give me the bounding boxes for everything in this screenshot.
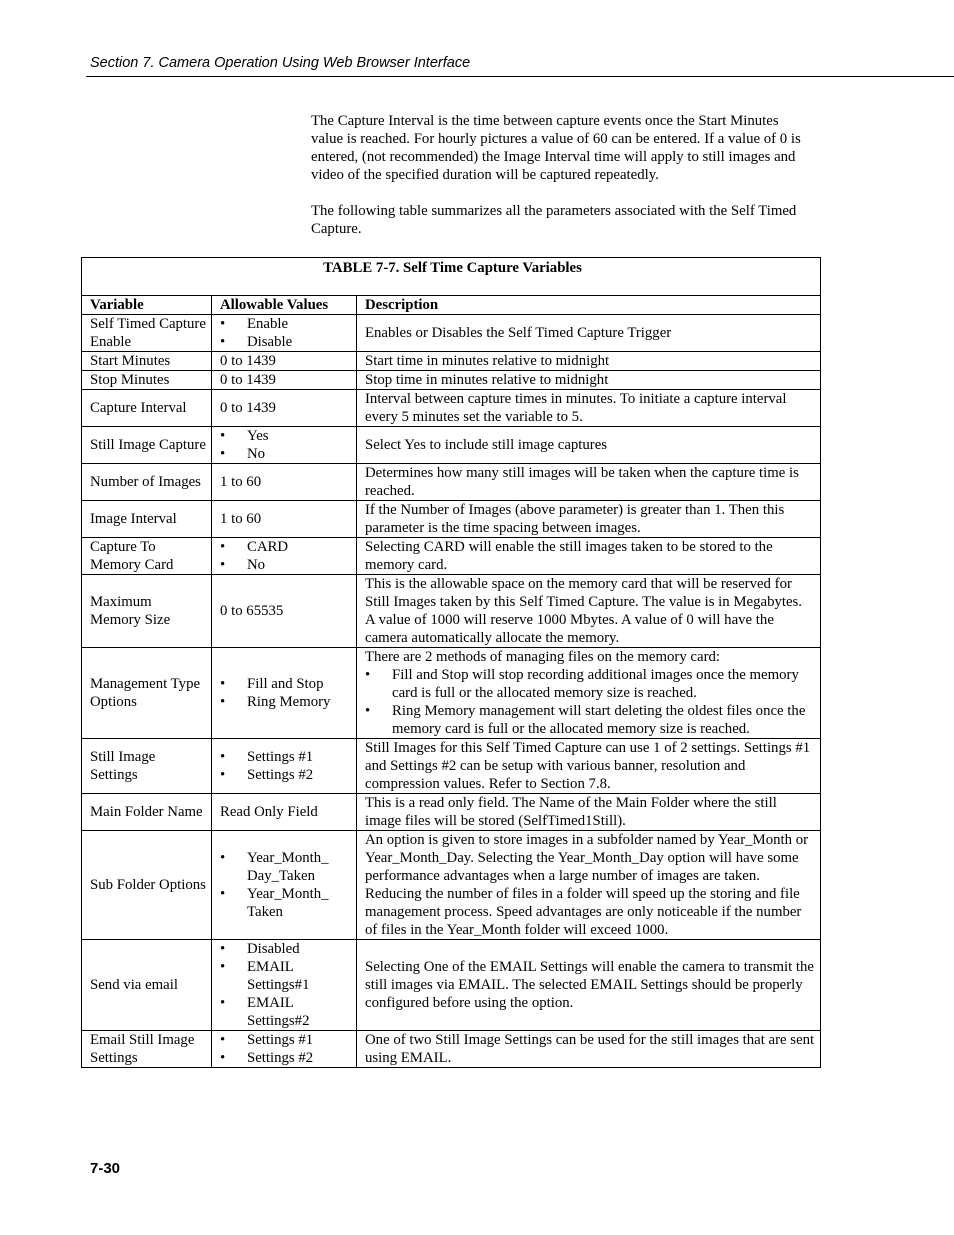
value-item: • Yes bbox=[220, 427, 351, 445]
value-item: • Settings #2 bbox=[220, 1049, 351, 1067]
intro-paragraph-2: The following table summarizes all the parameters associated with the Self Timed Capture. bbox=[311, 203, 797, 237]
description-cell: This is the allowable space on the memory card that will be reserved for Still Images taken by this Self Timed Capture. The value is in Megabytes. A value of 1000 will reserve 1000 Mbytes. A value of 0 will have the camera automatically allocate the memory. bbox=[357, 575, 821, 648]
table-row bbox=[82, 315, 821, 352]
column-header-variable: Variable bbox=[82, 296, 212, 315]
variable-cell: Still Image Settings bbox=[82, 739, 212, 794]
table-row bbox=[82, 538, 821, 575]
description-cell: Select Yes to include still image captures bbox=[357, 427, 821, 464]
page-number: 7-30 bbox=[90, 1160, 121, 1177]
description-cell: Determines how many still images will be taken when the capture time is reached. bbox=[357, 464, 821, 501]
values-cell bbox=[212, 538, 357, 575]
variable-cell: Management Type Options bbox=[82, 648, 212, 739]
description-cell: Selecting CARD will enable the still images taken to be stored to the memory card. bbox=[357, 538, 821, 575]
value-item: • No bbox=[220, 445, 351, 463]
table-row bbox=[82, 1031, 821, 1068]
description-cell: Interval between capture times in minutes. To initiate a capture interval every 5 minutes set the variable to 5. bbox=[357, 390, 821, 427]
description-cell: An option is given to store images in a subfolder named by Year_Month or Year_Month_Day. Selecting the Year_Month_Day option will have some performance advantages when a large number of images are taken. Reducing the number of files in a folder will speed up the storing and file management process. Speed advantages are only noticeable if the number of files in the Year_Month folder will exceed 1000. bbox=[357, 831, 821, 940]
value-item: • Fill and Stop bbox=[220, 675, 351, 693]
value-item: • CARD bbox=[220, 538, 351, 556]
table-row bbox=[82, 940, 821, 1031]
description-cell: One of two Still Image Settings can be used for the still images that are sent using EMAIL. bbox=[357, 1031, 821, 1068]
self-time-capture-table bbox=[81, 257, 821, 1068]
value-item: • No bbox=[220, 556, 351, 574]
table-row bbox=[82, 371, 821, 390]
header-divider bbox=[86, 76, 954, 77]
description-cell: Stop time in minutes relative to midnight bbox=[357, 371, 821, 390]
description-cell: Selecting One of the EMAIL Settings will enable the camera to transmit the still images via EMAIL. The selected EMAIL Settings should be properly configured before using the option. bbox=[357, 940, 821, 1031]
description-bullet: • Ring Memory management will start deleting the oldest files once the memory card is full or the allocated memory size is reached. bbox=[365, 702, 815, 738]
values-cell: 0 to 1439 bbox=[212, 371, 357, 390]
table-row bbox=[82, 390, 821, 427]
values-cell bbox=[212, 315, 357, 352]
values-cell: 0 to 1439 bbox=[212, 390, 357, 427]
variable-cell: Email Still Image Settings bbox=[82, 1031, 212, 1068]
table-row bbox=[82, 739, 821, 794]
table-row bbox=[82, 427, 821, 464]
table-row bbox=[82, 831, 821, 940]
intro-paragraph-1: The Capture Interval is the time between capture events once the Start Minutes value is reached. For hourly pictures a value of 60 can be entered. If a value of 0 is entered, (not recommended) the Image Interval time will apply to still images and video of the specified duration will be captured repeatedly. bbox=[311, 113, 801, 183]
description-cell: Still Images for this Self Timed Capture can use 1 of 2 settings. Settings #1 and Settings #2 can be setup with various banner, resolution and compression values. Refer to Section 7.8. bbox=[357, 739, 821, 794]
value-item: • EMAIL Settings#1 bbox=[220, 958, 351, 994]
page-header: Section 7. Camera Operation Using Web Browser Interface bbox=[90, 55, 471, 71]
value-item: • Settings #2 bbox=[220, 766, 351, 784]
table-row bbox=[82, 501, 821, 538]
values-cell bbox=[212, 1031, 357, 1068]
variable-cell: Number of Images bbox=[82, 464, 212, 501]
variable-cell: Main Folder Name bbox=[82, 794, 212, 831]
table-header-row bbox=[82, 296, 821, 315]
values-cell: Read Only Field bbox=[212, 794, 357, 831]
variable-cell: Maximum Memory Size bbox=[82, 575, 212, 648]
column-header-description: Description bbox=[357, 296, 821, 315]
values-cell: 1 to 60 bbox=[212, 464, 357, 501]
table-row bbox=[82, 352, 821, 371]
table-row bbox=[82, 794, 821, 831]
table-row bbox=[82, 464, 821, 501]
description-cell: This is a read only field. The Name of the Main Folder where the still image files will be stored (SelfTimed1Still). bbox=[357, 794, 821, 831]
value-item: • Year_Month_ Day_Taken bbox=[220, 849, 351, 885]
variable-cell: Send via email bbox=[82, 940, 212, 1031]
values-cell bbox=[212, 739, 357, 794]
table-caption-row bbox=[82, 258, 821, 296]
variable-cell: Image Interval bbox=[82, 501, 212, 538]
variable-cell: Capture To Memory Card bbox=[82, 538, 212, 575]
variable-cell: Capture Interval bbox=[82, 390, 212, 427]
values-cell bbox=[212, 831, 357, 940]
description-bullet: • Fill and Stop will stop recording additional images once the memory card is full or the allocated memory size is reached. bbox=[365, 666, 815, 702]
value-item: • Ring Memory bbox=[220, 693, 351, 711]
values-cell bbox=[212, 648, 357, 739]
value-item: • Disabled bbox=[220, 940, 351, 958]
values-cell bbox=[212, 940, 357, 1031]
description-cell: If the Number of Images (above parameter) is greater than 1. Then this parameter is the time spacing between images. bbox=[357, 501, 821, 538]
table-row bbox=[82, 648, 821, 739]
values-cell: 0 to 65535 bbox=[212, 575, 357, 648]
table-caption: TABLE 7-7. Self Time Capture Variables bbox=[82, 258, 821, 296]
variable-cell: Still Image Capture bbox=[82, 427, 212, 464]
description-intro: There are 2 methods of managing files on the memory card: bbox=[365, 649, 721, 665]
values-cell: 1 to 60 bbox=[212, 501, 357, 538]
value-item: • Settings #1 bbox=[220, 1031, 351, 1049]
description-cell bbox=[357, 648, 821, 739]
values-cell bbox=[212, 427, 357, 464]
values-cell: 0 to 1439 bbox=[212, 352, 357, 371]
variable-cell: Stop Minutes bbox=[82, 371, 212, 390]
variable-cell: Self Timed Capture Enable bbox=[82, 315, 212, 352]
description-cell: Start time in minutes relative to midnight bbox=[357, 352, 821, 371]
value-item: • Year_Month_ Taken bbox=[220, 885, 351, 921]
column-header-allowable-values: Allowable Values bbox=[212, 296, 357, 315]
value-item: • Disable bbox=[220, 333, 351, 351]
variable-cell: Start Minutes bbox=[82, 352, 212, 371]
value-item: • Enable bbox=[220, 315, 351, 333]
value-item: • Settings #1 bbox=[220, 748, 351, 766]
intro-text bbox=[311, 112, 811, 256]
table-row bbox=[82, 575, 821, 648]
description-cell: Enables or Disables the Self Timed Capture Trigger bbox=[357, 315, 821, 352]
value-item: • EMAIL Settings#2 bbox=[220, 994, 351, 1030]
variable-cell: Sub Folder Options bbox=[82, 831, 212, 940]
